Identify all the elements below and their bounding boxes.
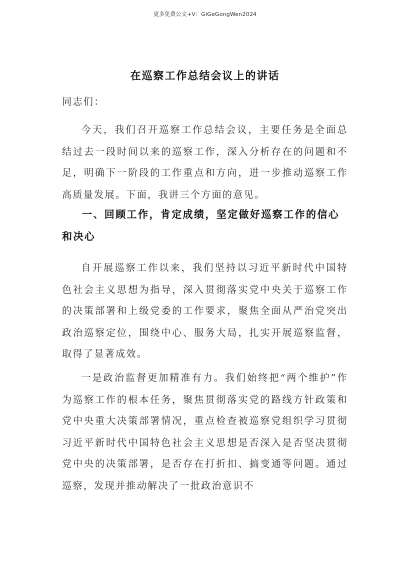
- section-paragraph-1: 自开展巡察工作以来，我们坚持以习近平新时代中国特色社会主义思想为指导，深入贯彻落实党中央关于巡察工作的决策部署和上级党委的工作要求，聚焦全面从严治党突出政治巡察定位，围绕中心、服务大局，扎实开展巡察监督，取得了显著成效。: [62, 263, 348, 361]
- section-heading: 一、回顾工作，肯定成绩，坚定做好巡察工作的信心和决心: [62, 210, 340, 243]
- header-note: 更多免费公文+V：GiGeGongWen2024: [153, 12, 257, 18]
- document-title: 在巡察工作总结会议上的讲话: [130, 70, 280, 82]
- greeting: 同志们：: [62, 97, 105, 108]
- intro-paragraph: 今天，我们召开巡察工作总结会议，主要任务是全面总结过去一段时间以来的巡察工作，深入分析存在的问题和不足，明确下一阶段的工作重点和方向，进一步推动巡察工作高质量发展。下面，我讲三个方面的意见。: [62, 125, 348, 201]
- section-paragraph-2: 一是政治监督更加精准有力。我们始终把“两个维护”作为巡察工作的根本任务，聚焦贯彻落实党的路线方针政策和党中央重大决策部署情况，重点检查被巡察党组织学习贯彻习近平新时代中国特色社会主义思想是否深入是否坚决贯彻党中央的决策部署，是否存在打折扣、搞变通等问题。通过巡察，发现并推动解决了一批政治意识不: [62, 373, 348, 492]
